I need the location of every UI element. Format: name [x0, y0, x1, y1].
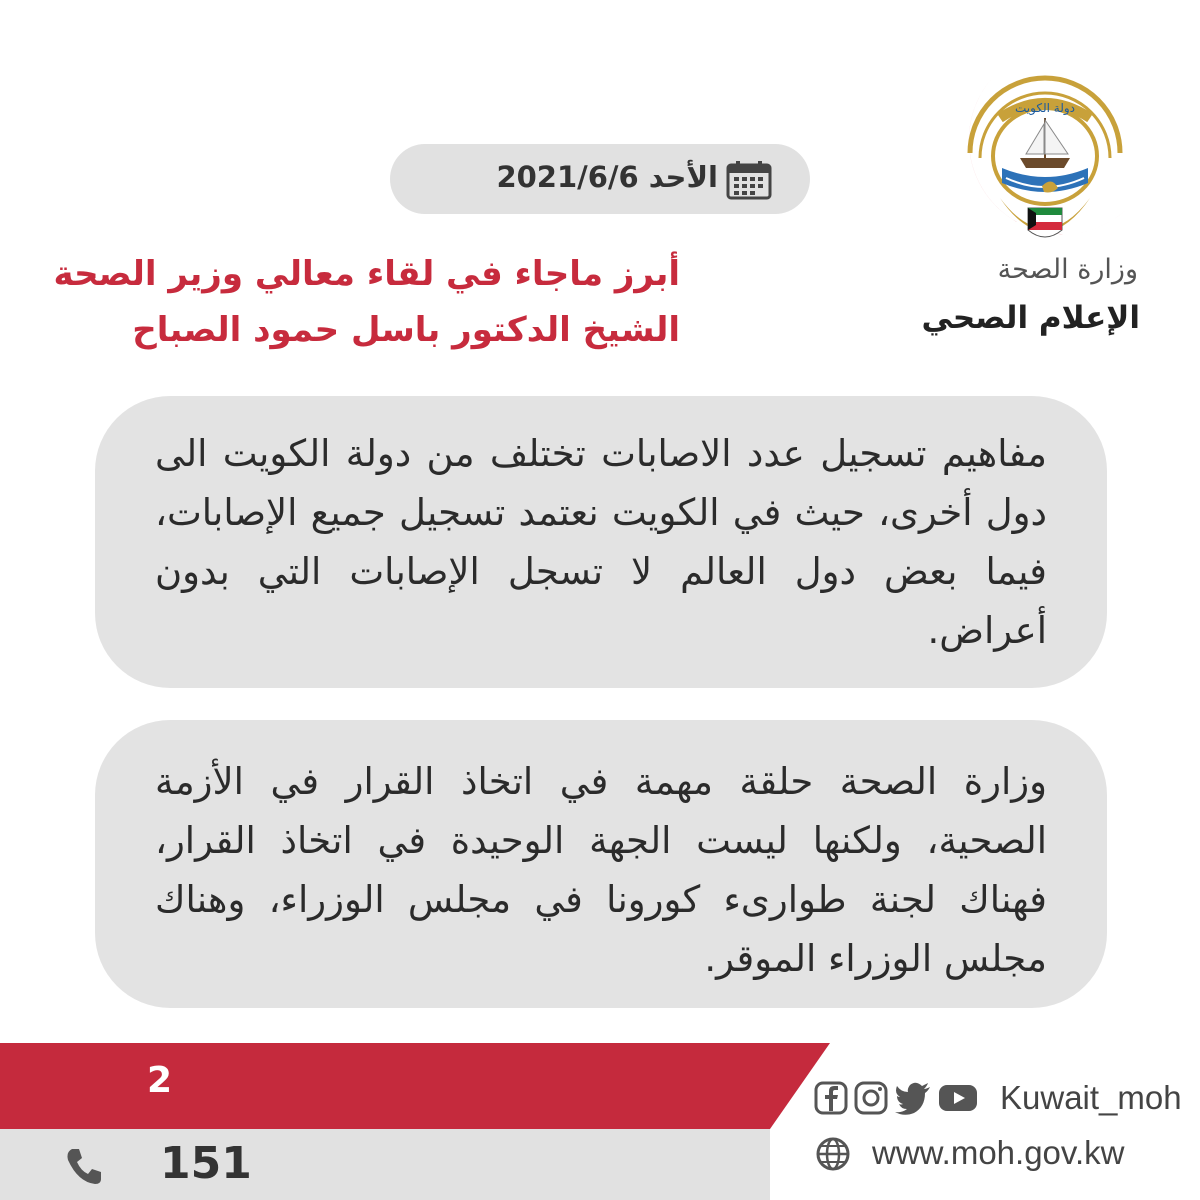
date-pill — [390, 144, 810, 214]
ministry-name: وزارة الصحة — [997, 254, 1138, 285]
quote-text-2: وزارة الصحة حلقة مهمة في اتخاذ القرار في الأزمة الصحية، ولكنها ليست الجهة الوحيدة في اتخاذ القرار، فهناك لجنة طوارىء كورونا في مجلس الوزراء، وهناك مجلس الوزراء الموقر. — [155, 760, 1047, 980]
instagram-icon[interactable] — [854, 1081, 888, 1115]
headline — [40, 246, 680, 358]
ministry-logo — [940, 58, 1150, 258]
page-number: 2 — [147, 1060, 173, 1101]
quote-card-1 — [95, 396, 1107, 688]
logo-text: دولة الكويت — [1015, 101, 1075, 115]
department-name: الإعلام الصحي — [921, 300, 1140, 336]
youtube-icon[interactable] — [938, 1081, 978, 1115]
footer-gray-band — [0, 1129, 770, 1200]
footer-red-band — [0, 1043, 830, 1129]
quote-text-1: مفاهيم تسجيل عدد الاصابات تختلف من دولة الكويت الى دول أخرى، حيث في الكويت نعتمد تسجيل جميع الإصابات، فيما بعض دول العالم لا تسجل الإصابات التي بدون أعراض. — [155, 432, 1047, 652]
social-handle[interactable]: Kuwait_moh — [1000, 1079, 1182, 1116]
headline-line-2: الشيخ الدكتور باسل حمود الصباح — [132, 310, 680, 350]
website-link[interactable]: www.moh.gov.kw — [872, 1134, 1125, 1171]
phone-icon — [64, 1146, 104, 1186]
calendar-icon — [726, 160, 772, 200]
twitter-icon[interactable] — [894, 1081, 932, 1115]
hotline-number: 151 — [160, 1138, 252, 1189]
facebook-icon[interactable] — [814, 1081, 848, 1115]
date-text: الأحد 2021/6/6 — [496, 160, 718, 194]
globe-icon — [816, 1137, 850, 1171]
headline-line-1: أبرز ماجاء في لقاء معالي وزير الصحة — [53, 254, 680, 294]
quote-card-2 — [95, 720, 1107, 1008]
